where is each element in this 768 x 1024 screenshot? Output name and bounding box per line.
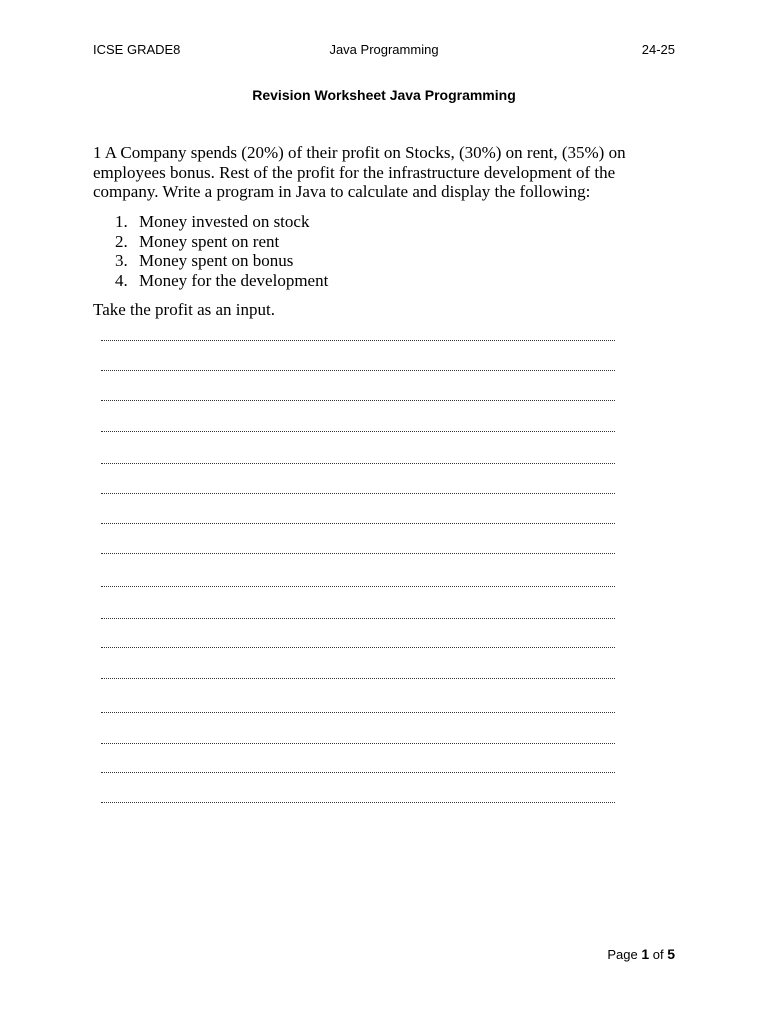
list-item-number: 1. [115, 212, 128, 231]
task-list [108, 212, 328, 290]
answer-line[interactable] [101, 463, 615, 464]
header-grade: ICSE GRADE8 [93, 42, 181, 57]
answer-line[interactable] [101, 493, 615, 494]
answer-line[interactable] [101, 523, 615, 524]
answer-area[interactable] [101, 330, 615, 810]
answer-line[interactable] [101, 618, 615, 619]
question-text: 1 A Company spends (20%) of their profit on Stocks, (30%) on rent, (35%) on employees bonus. Rest of the profit for the infrastructure development of the company. Write a program in Java to calculate and display the following: [93, 143, 626, 201]
current-page: 1 [641, 946, 650, 962]
page-header [93, 42, 675, 60]
page-number [607, 946, 675, 962]
list-item-label: Money spent on bonus [139, 251, 294, 271]
answer-line[interactable] [101, 743, 615, 744]
answer-line[interactable] [101, 431, 615, 432]
list-item-label: Money spent on rent [139, 231, 280, 251]
list-item [108, 212, 328, 232]
answer-line[interactable] [101, 586, 615, 587]
list-item [108, 271, 328, 291]
list-item-number: 2. [115, 231, 128, 251]
answer-line[interactable] [101, 340, 615, 341]
answer-line[interactable] [101, 647, 615, 648]
list-item-number: 4. [115, 270, 128, 290]
list-item-label: Money invested on stock [139, 212, 310, 231]
of-word: of [652, 947, 664, 962]
answer-line[interactable] [101, 772, 615, 773]
header-subject: Java Programming [329, 42, 439, 57]
answer-line[interactable] [101, 712, 615, 713]
instruction-text: Take the profit as an input. [93, 300, 275, 319]
list-item-label: Money for the development [139, 270, 329, 290]
header-session: 24-25 [641, 42, 675, 57]
page-word: Page [607, 947, 638, 962]
list-item-number: 3. [115, 251, 128, 271]
answer-line[interactable] [101, 678, 615, 679]
total-pages: 5 [667, 946, 675, 962]
worksheet-title: Revision Worksheet Java Programming [252, 87, 516, 103]
answer-line[interactable] [101, 553, 615, 554]
answer-line[interactable] [101, 370, 615, 371]
list-item [108, 232, 328, 252]
answer-line[interactable] [101, 802, 615, 803]
answer-line[interactable] [101, 400, 615, 401]
list-item [108, 251, 328, 271]
